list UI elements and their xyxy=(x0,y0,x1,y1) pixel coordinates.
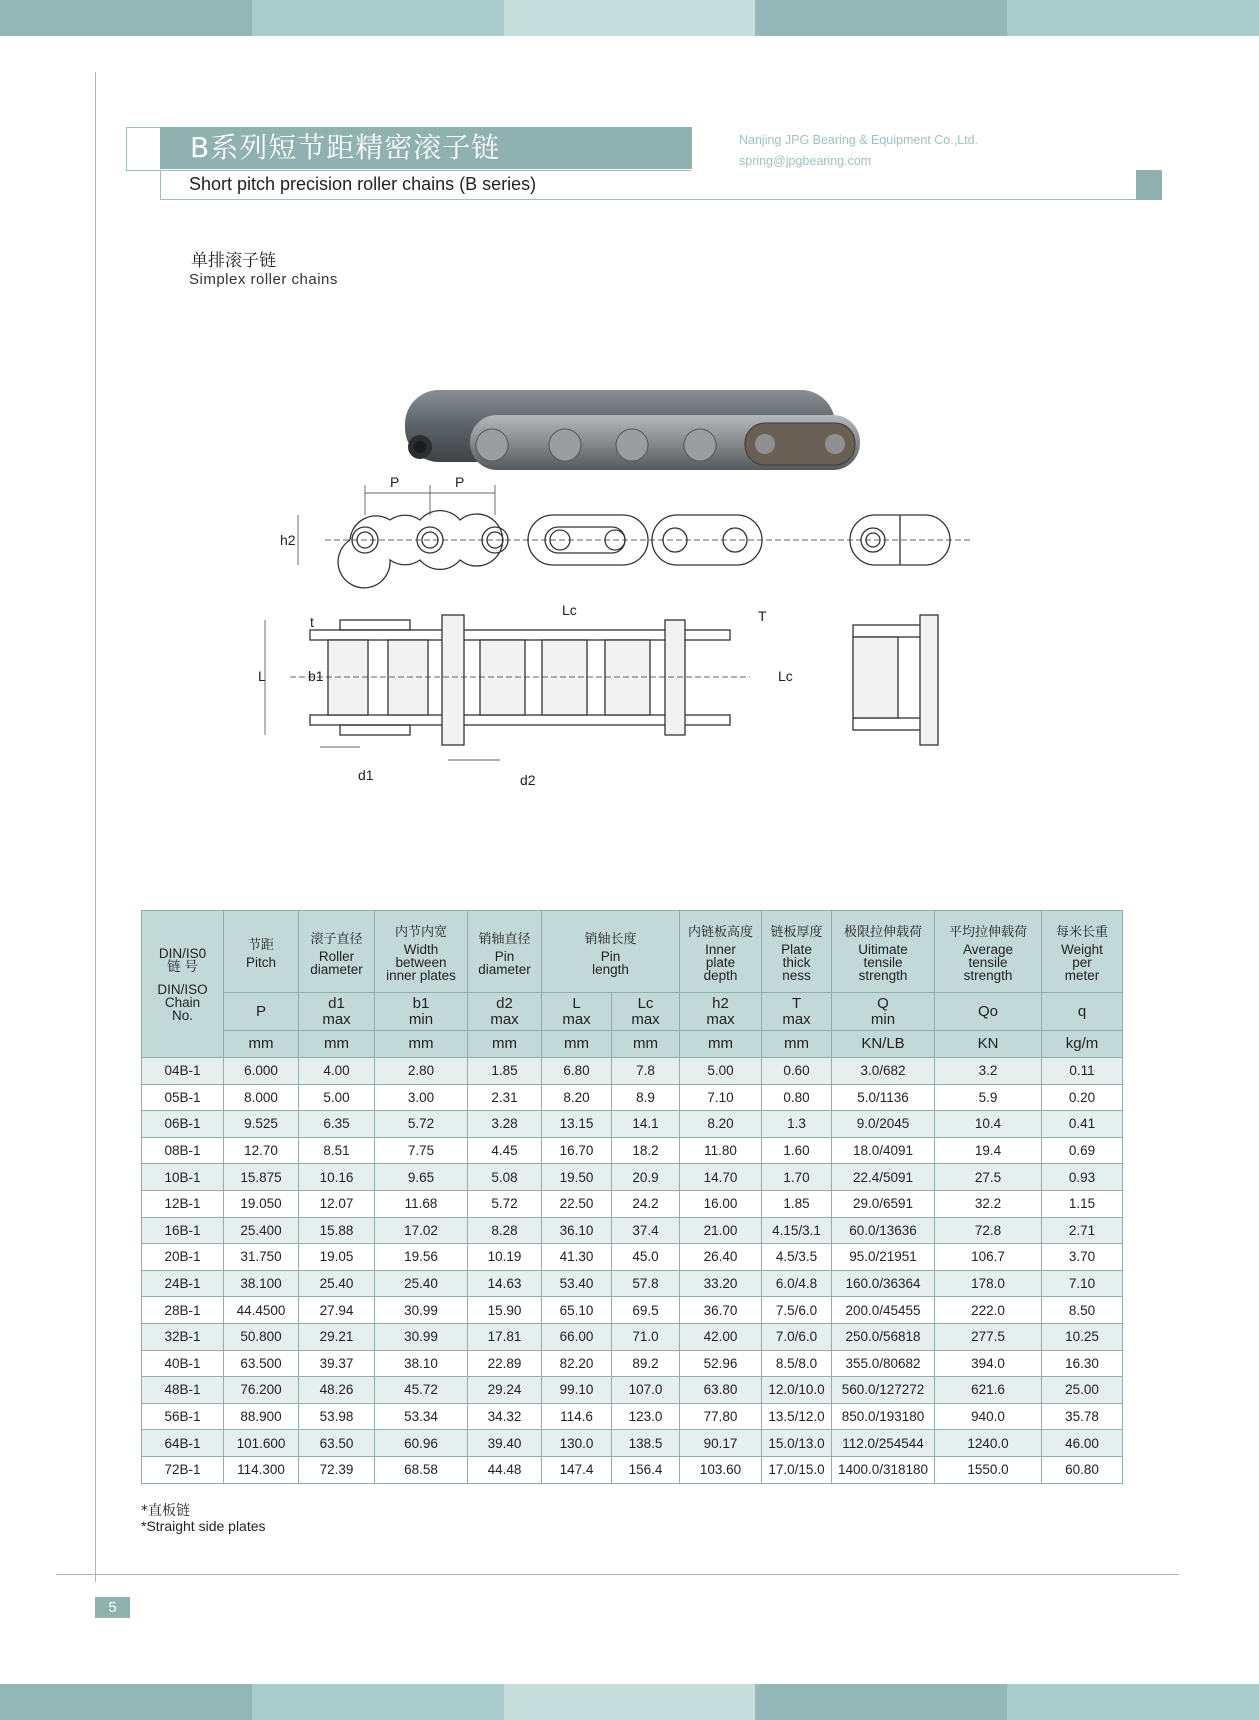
table-cell: 14.70 xyxy=(680,1164,762,1191)
sym-cell: b1 min xyxy=(375,993,468,1031)
table-row xyxy=(142,1164,1123,1191)
table-cell: 68.58 xyxy=(375,1456,468,1483)
table-cell: 11.68 xyxy=(375,1190,468,1217)
unit-cell: mm xyxy=(680,1031,762,1058)
table-cell: 0.20 xyxy=(1042,1084,1123,1111)
table-cell: 27.94 xyxy=(299,1297,375,1324)
col-width: 内节内宽 Width between inner plates xyxy=(375,911,468,993)
table-cell: 24.2 xyxy=(612,1190,680,1217)
col-plate-t: 链板厚度 Plate thick ness xyxy=(762,911,832,993)
table-cell: 18.2 xyxy=(612,1137,680,1164)
table-cell: 72.39 xyxy=(299,1456,375,1483)
chain-no-cell: 05B-1 xyxy=(142,1084,224,1111)
chain-no-cell: 06B-1 xyxy=(142,1111,224,1138)
unit-cell: KN xyxy=(935,1031,1042,1058)
table-cell: 10.4 xyxy=(935,1111,1042,1138)
table-cell: 19.56 xyxy=(375,1244,468,1271)
bottom-color-band xyxy=(0,1684,1259,1720)
table-cell: 0.41 xyxy=(1042,1111,1123,1138)
table-cell: 90.17 xyxy=(680,1430,762,1457)
table-cell: 8.9 xyxy=(612,1084,680,1111)
table-cell: 17.0/15.0 xyxy=(762,1456,832,1483)
table-cell: 138.5 xyxy=(612,1430,680,1457)
table-cell: 11.80 xyxy=(680,1137,762,1164)
col-roller: 滚子直径 Roller diameter xyxy=(299,911,375,993)
table-cell: 7.10 xyxy=(1042,1270,1123,1297)
table-cell: 10.16 xyxy=(299,1164,375,1191)
table-cell: 2.80 xyxy=(375,1058,468,1085)
table-cell: 38.100 xyxy=(224,1270,299,1297)
table-cell: 53.34 xyxy=(375,1403,468,1430)
dim-label-d1: d1 xyxy=(358,767,374,783)
table-cell: 3.00 xyxy=(375,1084,468,1111)
table-cell: 36.70 xyxy=(680,1297,762,1324)
section-title-en: Simplex roller chains xyxy=(189,271,338,288)
chain-illustration xyxy=(258,375,990,815)
chain-no-cell: 16B-1 xyxy=(142,1217,224,1244)
table-cell: 3.70 xyxy=(1042,1244,1123,1271)
table-cell: 31.750 xyxy=(224,1244,299,1271)
sym-cell: d2 max xyxy=(468,993,542,1031)
table-cell: 5.00 xyxy=(299,1084,375,1111)
table-cell: 18.0/4091 xyxy=(832,1137,935,1164)
section-title-cn: 单排滚子链 xyxy=(191,251,276,271)
chain-photo xyxy=(405,390,860,470)
table-cell: 8.20 xyxy=(680,1111,762,1138)
table-cell: 53.40 xyxy=(542,1270,612,1297)
table-row xyxy=(142,1297,1123,1324)
unit-cell: mm xyxy=(299,1031,375,1058)
page-title-cn: B系列短节距精密滚子链 xyxy=(160,127,692,169)
table-cell: 5.08 xyxy=(468,1164,542,1191)
table-cell: 72.8 xyxy=(935,1217,1042,1244)
table-cell: 44.4500 xyxy=(224,1297,299,1324)
table-cell: 250.0/56818 xyxy=(832,1323,935,1350)
table-cell: 15.0/13.0 xyxy=(762,1430,832,1457)
table-cell: 560.0/127272 xyxy=(832,1377,935,1404)
table-cell: 8.51 xyxy=(299,1137,375,1164)
table-cell: 69.5 xyxy=(612,1297,680,1324)
dim-label-L: L xyxy=(258,668,266,684)
dim-label-lc-side: Lc xyxy=(778,668,793,684)
dim-label-T: T xyxy=(758,608,767,624)
table-cell: 5.72 xyxy=(468,1190,542,1217)
table-cell: 17.81 xyxy=(468,1323,542,1350)
table-row xyxy=(142,1430,1123,1457)
table-cell: 65.10 xyxy=(542,1297,612,1324)
table-row xyxy=(142,1190,1123,1217)
table-cell: 15.875 xyxy=(224,1164,299,1191)
table-cell: 25.00 xyxy=(1042,1377,1123,1404)
company-info xyxy=(739,130,978,172)
table-cell: 130.0 xyxy=(542,1430,612,1457)
table-cell: 8.000 xyxy=(224,1084,299,1111)
table-cell: 82.20 xyxy=(542,1350,612,1377)
table-cell: 14.1 xyxy=(612,1111,680,1138)
table-cell: 4.45 xyxy=(468,1137,542,1164)
table-cell: 16.70 xyxy=(542,1137,612,1164)
col-chain-no: DIN/IS0 链 号 DIN/ISO Chain No. xyxy=(142,911,224,1058)
company-name: Nanjing JPG Bearing & Equipment Co.,Ltd. xyxy=(739,133,979,147)
table-cell: 44.48 xyxy=(468,1456,542,1483)
table-cell: 4.5/3.5 xyxy=(762,1244,832,1271)
table-cell: 7.8 xyxy=(612,1058,680,1085)
table-cell: 42.00 xyxy=(680,1323,762,1350)
note-cn: *直板链 xyxy=(141,1503,190,1519)
table-cell: 26.40 xyxy=(680,1244,762,1271)
table-cell: 60.96 xyxy=(375,1430,468,1457)
table-cell: 940.0 xyxy=(935,1403,1042,1430)
table-cell: 19.50 xyxy=(542,1164,612,1191)
table-cell: 2.71 xyxy=(1042,1217,1123,1244)
table-cell: 7.0/6.0 xyxy=(762,1323,832,1350)
unit-cell: mm xyxy=(468,1031,542,1058)
table-cell: 5.00 xyxy=(680,1058,762,1085)
table-cell: 3.28 xyxy=(468,1111,542,1138)
table-cell: 103.60 xyxy=(680,1456,762,1483)
table-cell: 277.5 xyxy=(935,1323,1042,1350)
table-cell: 9.65 xyxy=(375,1164,468,1191)
table-cell: 39.40 xyxy=(468,1430,542,1457)
table-cell: 13.5/12.0 xyxy=(762,1403,832,1430)
page-title-en: Short pitch precision roller chains (B series) xyxy=(189,174,537,194)
table-cell: 1.3 xyxy=(762,1111,832,1138)
table-cell: 147.4 xyxy=(542,1456,612,1483)
table-cell: 63.500 xyxy=(224,1350,299,1377)
table-row xyxy=(142,1137,1123,1164)
col-avg: 平均拉伸载荷 Average tensile strength xyxy=(935,911,1042,993)
chain-no-cell: 32B-1 xyxy=(142,1323,224,1350)
table-cell: 1550.0 xyxy=(935,1456,1042,1483)
page-number: 5 xyxy=(95,1597,130,1618)
table-cell: 20.9 xyxy=(612,1164,680,1191)
table-cell: 13.15 xyxy=(542,1111,612,1138)
table-cell: 57.8 xyxy=(612,1270,680,1297)
table-cell: 14.63 xyxy=(468,1270,542,1297)
table-cell: 156.4 xyxy=(612,1456,680,1483)
table-cell: 112.0/254544 xyxy=(832,1430,935,1457)
table-cell: 16.30 xyxy=(1042,1350,1123,1377)
table-cell: 32.2 xyxy=(935,1190,1042,1217)
table-cell: 5.9 xyxy=(935,1084,1042,1111)
table-cell: 37.4 xyxy=(612,1217,680,1244)
chain-no-cell: 48B-1 xyxy=(142,1377,224,1404)
table-cell: 46.00 xyxy=(1042,1430,1123,1457)
dim-label-h2: h2 xyxy=(280,532,296,548)
table-cell: 25.400 xyxy=(224,1217,299,1244)
table-cell: 15.88 xyxy=(299,1217,375,1244)
table-cell: 35.78 xyxy=(1042,1403,1123,1430)
table-cell: 25.40 xyxy=(375,1270,468,1297)
chain-no-cell: 72B-1 xyxy=(142,1456,224,1483)
table-cell: 6.000 xyxy=(224,1058,299,1085)
unit-cell: mm xyxy=(542,1031,612,1058)
table-row xyxy=(142,1456,1123,1483)
chain-no-cell: 10B-1 xyxy=(142,1164,224,1191)
accent-square xyxy=(1136,170,1162,200)
table-cell: 160.0/36364 xyxy=(832,1270,935,1297)
col-plate-d: 内链板高度 Inner plate depth xyxy=(680,911,762,993)
unit-cell: mm xyxy=(612,1031,680,1058)
sym-cell: Q min xyxy=(832,993,935,1031)
table-unit-row xyxy=(142,1031,1123,1058)
dim-label-b1: b1 xyxy=(308,668,324,684)
table-row xyxy=(142,1058,1123,1085)
chain-side-drawing xyxy=(298,485,970,588)
chain-no-cell: 12B-1 xyxy=(142,1190,224,1217)
spec-table xyxy=(141,910,1123,1484)
table-cell: 38.10 xyxy=(375,1350,468,1377)
table-cell: 29.0/6591 xyxy=(832,1190,935,1217)
dim-label-p1: P xyxy=(390,474,400,490)
table-cell: 30.99 xyxy=(375,1323,468,1350)
table-cell: 2.31 xyxy=(468,1084,542,1111)
table-cell: 1.15 xyxy=(1042,1190,1123,1217)
table-cell: 8.5/8.0 xyxy=(762,1350,832,1377)
table-cell: 8.28 xyxy=(468,1217,542,1244)
table-cell: 76.200 xyxy=(224,1377,299,1404)
dim-label-p2: P xyxy=(455,474,465,490)
table-cell: 60.80 xyxy=(1042,1456,1123,1483)
table-cell: 222.0 xyxy=(935,1297,1042,1324)
chain-no-cell: 24B-1 xyxy=(142,1270,224,1297)
table-row xyxy=(142,1403,1123,1430)
table-cell: 355.0/80682 xyxy=(832,1350,935,1377)
table-cell: 88.900 xyxy=(224,1403,299,1430)
table-cell: 19.4 xyxy=(935,1137,1042,1164)
table-cell: 50.800 xyxy=(224,1323,299,1350)
col-ult: 极限拉伸载荷 Uitimate tensile strength xyxy=(832,911,935,993)
sym-cell: Qo xyxy=(935,993,1042,1031)
table-cell: 29.21 xyxy=(299,1323,375,1350)
table-cell: 12.70 xyxy=(224,1137,299,1164)
table-cell: 7.10 xyxy=(680,1084,762,1111)
table-header-row xyxy=(142,911,1123,993)
chain-no-cell: 08B-1 xyxy=(142,1137,224,1164)
sym-cell: T max xyxy=(762,993,832,1031)
col-weight: 每米长重 Weight per meter xyxy=(1042,911,1123,993)
dim-label-lc-top: Lc xyxy=(562,602,577,618)
table-cell: 63.80 xyxy=(680,1377,762,1404)
table-cell: 10.19 xyxy=(468,1244,542,1271)
table-row xyxy=(142,1244,1123,1271)
table-cell: 850.0/193180 xyxy=(832,1403,935,1430)
table-row xyxy=(142,1377,1123,1404)
table-cell: 45.72 xyxy=(375,1377,468,1404)
table-cell: 8.20 xyxy=(542,1084,612,1111)
chain-no-cell: 04B-1 xyxy=(142,1058,224,1085)
table-cell: 48.26 xyxy=(299,1377,375,1404)
table-row xyxy=(142,1217,1123,1244)
table-cell: 19.050 xyxy=(224,1190,299,1217)
table-cell: 19.05 xyxy=(299,1244,375,1271)
table-cell: 17.02 xyxy=(375,1217,468,1244)
table-cell: 95.0/21951 xyxy=(832,1244,935,1271)
sym-cell: h2 max xyxy=(680,993,762,1031)
table-cell: 15.90 xyxy=(468,1297,542,1324)
sym-cell: P xyxy=(224,993,299,1031)
table-cell: 3.0/682 xyxy=(832,1058,935,1085)
unit-cell: mm xyxy=(224,1031,299,1058)
table-cell: 0.93 xyxy=(1042,1164,1123,1191)
col-pin-l: 销轴长度 Pin length xyxy=(542,911,680,993)
sym-cell: L max xyxy=(542,993,612,1031)
table-cell: 33.20 xyxy=(680,1270,762,1297)
table-cell: 5.72 xyxy=(375,1111,468,1138)
table-cell: 22.50 xyxy=(542,1190,612,1217)
chain-no-cell: 40B-1 xyxy=(142,1350,224,1377)
table-cell: 36.10 xyxy=(542,1217,612,1244)
table-cell: 0.69 xyxy=(1042,1137,1123,1164)
table-row xyxy=(142,1270,1123,1297)
chain-no-cell: 56B-1 xyxy=(142,1403,224,1430)
table-cell: 45.0 xyxy=(612,1244,680,1271)
table-row xyxy=(142,1111,1123,1138)
chain-top-drawing xyxy=(265,615,938,760)
table-cell: 71.0 xyxy=(612,1323,680,1350)
table-cell: 394.0 xyxy=(935,1350,1042,1377)
table-cell: 34.32 xyxy=(468,1403,542,1430)
top-color-band xyxy=(0,0,1259,36)
table-cell: 30.99 xyxy=(375,1297,468,1324)
table-cell: 178.0 xyxy=(935,1270,1042,1297)
table-cell: 12.07 xyxy=(299,1190,375,1217)
sym-cell: d1 max xyxy=(299,993,375,1031)
table-cell: 123.0 xyxy=(612,1403,680,1430)
note-en: *Straight side plates xyxy=(141,1518,266,1534)
table-cell: 1.60 xyxy=(762,1137,832,1164)
table-cell: 0.60 xyxy=(762,1058,832,1085)
chain-no-cell: 64B-1 xyxy=(142,1430,224,1457)
table-cell: 1400.0/318180 xyxy=(832,1456,935,1483)
table-cell: 1.85 xyxy=(468,1058,542,1085)
table-cell: 114.6 xyxy=(542,1403,612,1430)
table-cell: 63.50 xyxy=(299,1430,375,1457)
table-cell: 41.30 xyxy=(542,1244,612,1271)
table-cell: 9.0/2045 xyxy=(832,1111,935,1138)
footer-rule xyxy=(56,1574,1179,1575)
table-cell: 12.0/10.0 xyxy=(762,1377,832,1404)
table-cell: 5.0/1136 xyxy=(832,1084,935,1111)
table-body xyxy=(142,1058,1123,1484)
table-cell: 7.5/6.0 xyxy=(762,1297,832,1324)
table-cell: 66.00 xyxy=(542,1323,612,1350)
table-cell: 21.00 xyxy=(680,1217,762,1244)
table-cell: 4.00 xyxy=(299,1058,375,1085)
table-cell: 25.40 xyxy=(299,1270,375,1297)
sym-cell: Lc max xyxy=(612,993,680,1031)
table-cell: 114.300 xyxy=(224,1456,299,1483)
table-cell: 4.15/3.1 xyxy=(762,1217,832,1244)
table-cell: 99.10 xyxy=(542,1377,612,1404)
col-pitch: 节距 Pitch xyxy=(224,911,299,993)
table-cell: 53.98 xyxy=(299,1403,375,1430)
table-cell: 10.25 xyxy=(1042,1323,1123,1350)
dim-label-d2: d2 xyxy=(520,772,536,788)
unit-cell: mm xyxy=(375,1031,468,1058)
table-cell: 16.00 xyxy=(680,1190,762,1217)
table-cell: 6.0/4.8 xyxy=(762,1270,832,1297)
company-email: spring@jpgbearing.com xyxy=(739,154,872,168)
table-cell: 6.35 xyxy=(299,1111,375,1138)
table-cell: 0.11 xyxy=(1042,1058,1123,1085)
unit-cell: mm xyxy=(762,1031,832,1058)
col-pin-d: 销轴直径 Pin diameter xyxy=(468,911,542,993)
table-cell: 9.525 xyxy=(224,1111,299,1138)
table-cell: 107.0 xyxy=(612,1377,680,1404)
table-cell: 3.2 xyxy=(935,1058,1042,1085)
table-cell: 60.0/13636 xyxy=(832,1217,935,1244)
table-cell: 200.0/45455 xyxy=(832,1297,935,1324)
unit-cell: kg/m xyxy=(1042,1031,1123,1058)
table-cell: 89.2 xyxy=(612,1350,680,1377)
chain-no-cell: 28B-1 xyxy=(142,1297,224,1324)
table-cell: 621.6 xyxy=(935,1377,1042,1404)
table-cell: 6.80 xyxy=(542,1058,612,1085)
drawing-labels xyxy=(258,474,793,788)
table-row xyxy=(142,1350,1123,1377)
table-cell: 1240.0 xyxy=(935,1430,1042,1457)
table-cell: 101.600 xyxy=(224,1430,299,1457)
table-cell: 8.50 xyxy=(1042,1297,1123,1324)
table-row xyxy=(142,1084,1123,1111)
table-symbol-row xyxy=(142,993,1123,1031)
table-cell: 1.70 xyxy=(762,1164,832,1191)
table-cell: 27.5 xyxy=(935,1164,1042,1191)
table-cell: 106.7 xyxy=(935,1244,1042,1271)
table-cell: 22.4/5091 xyxy=(832,1164,935,1191)
dim-label-t: t xyxy=(310,614,314,630)
left-margin-line xyxy=(95,72,96,1582)
table-cell: 22.89 xyxy=(468,1350,542,1377)
table-row xyxy=(142,1323,1123,1350)
sym-cell: q xyxy=(1042,993,1123,1031)
table-cell: 1.85 xyxy=(762,1190,832,1217)
unit-cell: KN/LB xyxy=(832,1031,935,1058)
table-cell: 39.37 xyxy=(299,1350,375,1377)
table-cell: 77.80 xyxy=(680,1403,762,1430)
table-cell: 29.24 xyxy=(468,1377,542,1404)
table-cell: 7.75 xyxy=(375,1137,468,1164)
table-cell: 0.80 xyxy=(762,1084,832,1111)
chain-no-cell: 20B-1 xyxy=(142,1244,224,1271)
table-cell: 52.96 xyxy=(680,1350,762,1377)
